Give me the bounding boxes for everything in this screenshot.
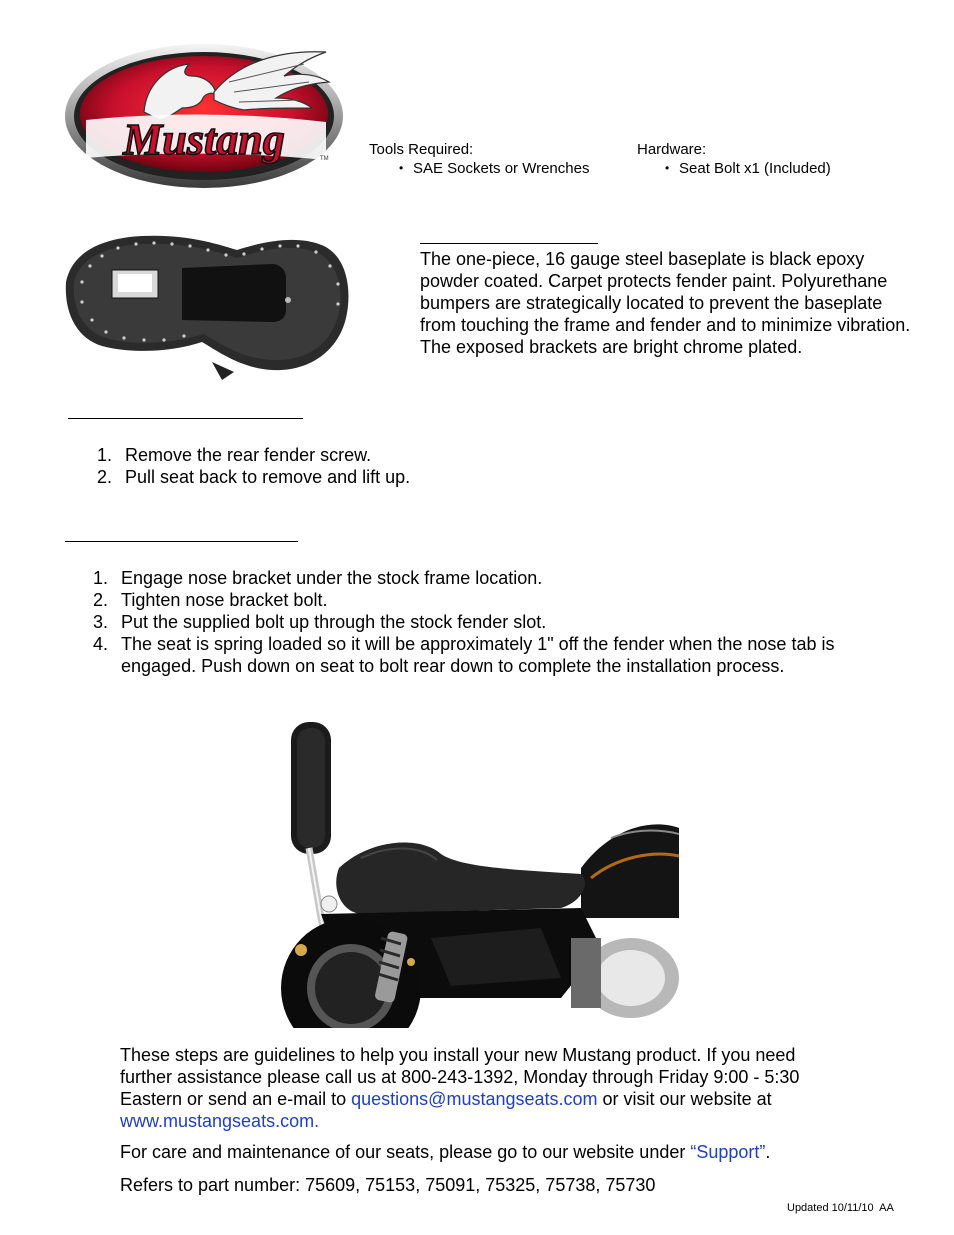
tools-item: • SAE Sockets or Wrenches (399, 159, 629, 178)
care-paragraph (120, 1141, 850, 1163)
support-text: These steps are guidelines to help you install your new Mustang product. If you need further assistance please call us at 800-243-1392, Monday through Friday 9:00 - 5:30 Eastern or send an e-mail to (120, 1045, 800, 1109)
installation-heading-rule (65, 541, 298, 542)
tools-list (399, 159, 629, 178)
list-item: 3. Put the supplied bolt up through the stock fender slot. (93, 612, 547, 632)
period: . (314, 1111, 320, 1131)
list-item: 4. The seat is spring loaded so it will be approximately 1" off the fender when the nose tab is engaged. Push down on seat to bolt rear down to complete the installation process. (93, 634, 835, 676)
list-item: 1. Remove the rear fender screw. (97, 445, 372, 465)
removal-steps (97, 444, 797, 488)
hardware-list (665, 159, 877, 178)
email-link[interactable]: questions@mustangseats.com (351, 1089, 598, 1109)
installation-steps (93, 567, 873, 677)
removal-heading-rule (68, 418, 303, 419)
mustang-logo (64, 42, 349, 190)
list-item: 1. Engage nose bracket under the stock frame location. (93, 568, 543, 588)
support-link[interactable]: “Support” (690, 1142, 766, 1162)
period: . (765, 1142, 771, 1162)
logo-tm: TM (320, 156, 329, 162)
hardware-section (637, 140, 877, 178)
motorcycle-photo (281, 718, 679, 1028)
support-text-2: or visit our website at (597, 1089, 772, 1109)
tools-section (369, 140, 629, 178)
description-text: The one-piece, 16 gauge steel baseplate is black epoxy powder coated. Carpet protects fender paint. Polyurethane bumpers are strategically located to prevent the baseplate from touching the frame and fender and to minimize vibration. The exposed brackets are bright chrome plated. (420, 249, 911, 357)
hardware-item: • Seat Bolt x1 (Included) (665, 159, 877, 178)
seat-baseplate-image (62, 222, 352, 384)
list-item: 2. Pull seat back to remove and lift up. (97, 467, 411, 487)
tools-heading: Tools Required: (369, 141, 474, 158)
care-text: For care and maintenance of our seats, please go to our website under (120, 1142, 691, 1162)
description-heading-rule (420, 243, 598, 244)
part-numbers: Refers to part number: 75609, 75153, 75091, 75325, 75738, 75730 (120, 1175, 656, 1195)
support-paragraph (120, 1044, 850, 1132)
logo-text: Mustang (123, 115, 285, 164)
list-item: 2. Tighten nose bracket bolt. (93, 590, 328, 610)
website-link[interactable]: www.mustangseats.com (120, 1111, 315, 1131)
updated-note: Updated 10/11/10 AA (787, 1202, 894, 1214)
hardware-heading: Hardware: (637, 141, 707, 158)
